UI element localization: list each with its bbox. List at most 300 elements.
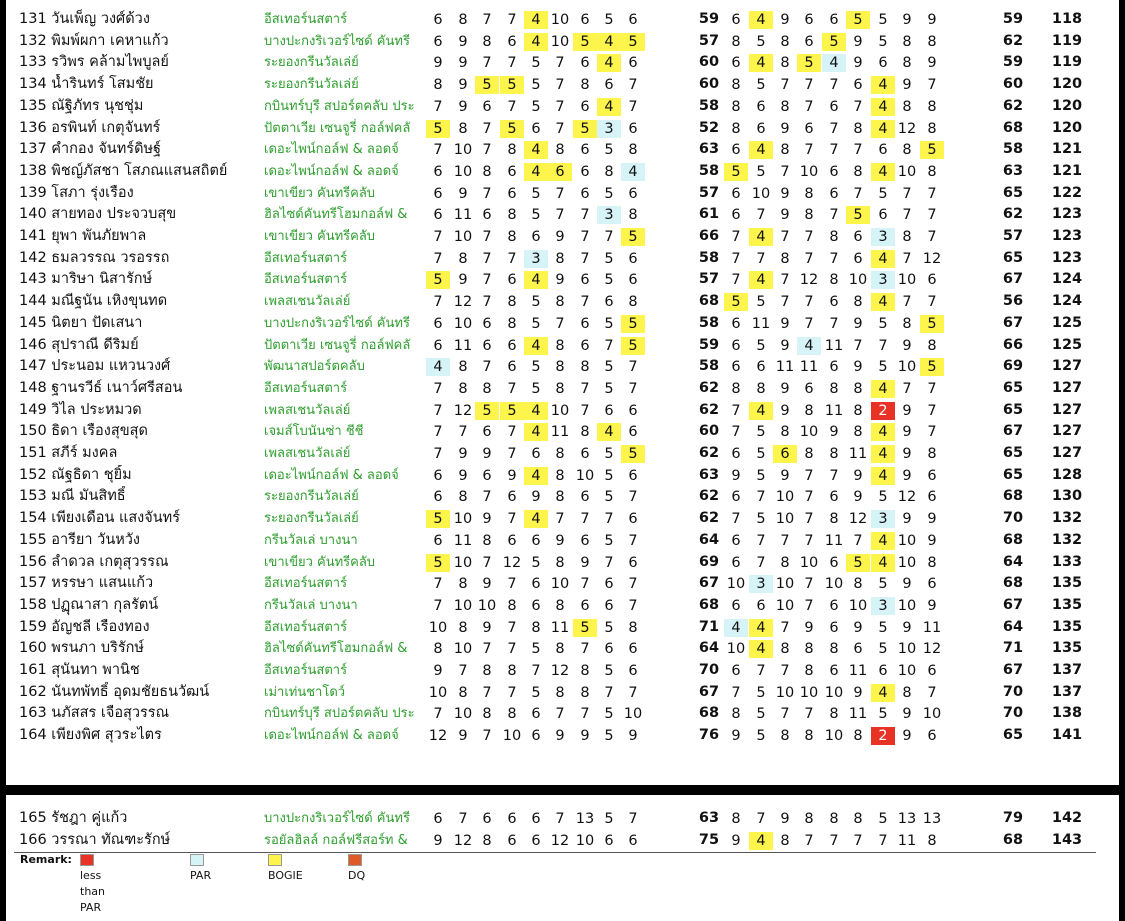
hole-score: 7: [804, 250, 814, 267]
hole-score: 10: [848, 597, 868, 614]
player-fullname: นิตยา ปัดเสนา: [51, 314, 143, 331]
club-name: เดอะไพน์กอล์ฟ & ลอดจ์: [264, 728, 399, 744]
hole-score: 7: [555, 706, 565, 723]
table-row: [6, 161, 1119, 183]
club-name: รอยัลฮิลล์ กอล์ฟรีสอร์ท &: [264, 832, 408, 848]
club-name: บางปะกงริเวอร์ไซด์ คันทรี: [264, 811, 410, 826]
hole-score: 5: [621, 33, 645, 51]
hole-score: 7: [927, 207, 937, 224]
club-name: เดอะไพน์กอล์ฟ & ลอดจ์: [264, 467, 399, 483]
player-name: [19, 530, 264, 552]
hole-score: 10: [502, 728, 522, 745]
hole-score: 10: [799, 163, 819, 180]
hole-score: 6: [731, 142, 741, 159]
hole-score: 7: [507, 446, 517, 462]
legend-swatch: [80, 854, 94, 866]
gross-total: 119: [1051, 32, 1083, 49]
hole-score: 6: [756, 98, 766, 115]
hole-score: 10: [550, 576, 570, 593]
in-total: 67: [1002, 423, 1024, 440]
out-total: 63: [698, 810, 720, 826]
hole-score: 6: [580, 272, 590, 289]
gross-total: 120: [1051, 119, 1083, 136]
hole-score: 9: [927, 55, 937, 72]
hole-score: 7: [555, 315, 565, 332]
hole-score: 6: [580, 55, 590, 72]
hole-score: 13: [897, 811, 917, 827]
hole-score: 8: [555, 337, 565, 354]
gross-total: 130: [1051, 488, 1083, 505]
table-row: [6, 617, 1119, 639]
player-number: 142: [19, 249, 47, 266]
hole-score: 4: [524, 163, 548, 181]
hole-score: 6: [482, 337, 492, 354]
hole-score: 4: [871, 380, 895, 398]
hole-score: 9: [458, 33, 468, 50]
hole-score: 7: [482, 55, 492, 72]
hole-score: 7: [458, 811, 468, 827]
hole-score: 8: [458, 250, 468, 267]
hole-score: 7: [927, 77, 937, 94]
hole-score: 6: [507, 489, 517, 506]
out-total: 58: [698, 249, 720, 266]
gross-total: 119: [1051, 54, 1083, 71]
hole-score: 7: [804, 832, 814, 849]
hole-score: 8: [902, 315, 912, 332]
in-total: 62: [1002, 32, 1024, 49]
legend-item: [348, 852, 366, 884]
hole-score: 9: [780, 120, 790, 137]
player-number: 150: [19, 423, 47, 440]
hole-score: 7: [433, 424, 443, 441]
hole-score: 4: [749, 402, 773, 420]
out-total: 68: [698, 705, 720, 722]
hole-score: 10: [775, 576, 795, 593]
table-row: [6, 74, 1119, 96]
hole-score: 9: [902, 619, 912, 636]
hole-score: 6: [628, 272, 638, 289]
hole-score: 5: [531, 98, 541, 115]
player-fullname: มณีฐนัน เหิงขุนทด: [51, 293, 168, 310]
in-total: 63: [1002, 162, 1024, 179]
player-fullname: วิไล ประหมวด: [51, 401, 142, 418]
hole-score: 7: [482, 294, 492, 311]
hole-score: 5: [531, 684, 541, 701]
hole-score: 9: [902, 446, 912, 462]
player-fullname: ฐานรวีธ์ เนาว์ศรีสอน: [51, 379, 183, 396]
in-total: 65: [1002, 379, 1024, 396]
in-total: 68: [1002, 488, 1024, 505]
hole-score: 8: [580, 684, 590, 701]
hole-score: 8: [507, 142, 517, 159]
hole-score: 10: [453, 554, 473, 571]
hole-score: 4: [749, 54, 773, 72]
player-fullname: ธิดา เรืองสุขสุด: [51, 423, 148, 440]
hole-score: 7: [433, 294, 443, 311]
hole-score: 4: [749, 271, 773, 289]
hole-score: 7: [433, 98, 443, 115]
hole-score: 9: [458, 98, 468, 115]
hole-score: 13: [575, 811, 595, 827]
hole-score: 9: [580, 728, 590, 745]
hole-score: 6: [531, 446, 541, 462]
hole-score: 6: [853, 641, 863, 658]
hole-score: 5: [756, 163, 766, 180]
hole-score: 10: [897, 532, 917, 549]
hole-score: 6: [829, 98, 839, 115]
in-total: 70: [1002, 510, 1024, 527]
club-name: เขาเขียว คันทรีคลับ: [264, 185, 376, 201]
player-number: 146: [19, 336, 47, 353]
player-name: [19, 183, 264, 205]
hole-score: 7: [507, 250, 517, 267]
hole-score: 6: [433, 207, 443, 224]
hole-score: 4: [597, 423, 621, 441]
table-row: [6, 725, 1119, 747]
hole-score: 7: [482, 728, 492, 745]
table-row: [6, 31, 1119, 53]
out-total: 63: [698, 466, 720, 483]
club-name: เจมส์โบนันซ่า ชีชี: [264, 424, 364, 440]
hole-score: 8: [580, 663, 590, 679]
hole-score: 7: [604, 229, 614, 245]
hole-score: 6: [604, 402, 614, 419]
gross-total: 121: [1051, 162, 1083, 179]
gross-total: 127: [1051, 379, 1083, 396]
player-name: [19, 552, 264, 574]
player-number: 138: [19, 162, 47, 179]
hole-score: 8: [507, 207, 517, 224]
hole-score: 10: [775, 597, 795, 614]
hole-score: 8: [555, 294, 565, 311]
hole-score: 7: [507, 380, 517, 397]
hole-score: 4: [871, 532, 895, 550]
in-total: 57: [1002, 228, 1024, 244]
club-name: กบินทร์บุรี สปอร์ตคลับ ประ: [264, 98, 415, 114]
hole-score: 7: [756, 663, 766, 679]
hole-score: 10: [775, 511, 795, 528]
hole-score: 7: [482, 489, 492, 506]
hole-score: 9: [853, 619, 863, 636]
player-fullname: ประนอม แหวนวงศ์: [51, 358, 171, 375]
player-name: [19, 313, 264, 335]
hole-score: 9: [780, 207, 790, 224]
hole-score: 12: [428, 728, 448, 745]
hole-score: 5: [878, 489, 888, 506]
hole-score: 8: [482, 33, 492, 50]
hole-score: 5: [531, 380, 541, 397]
hole-score: 7: [628, 380, 638, 397]
hole-score: 6: [878, 663, 888, 679]
player-number: 144: [19, 293, 47, 310]
hole-score: 5: [878, 641, 888, 658]
hole-score: 7: [507, 55, 517, 72]
hole-score: 5: [531, 207, 541, 224]
in-total: 79: [1002, 810, 1024, 826]
hole-score: 6: [927, 272, 937, 289]
hole-score: 8: [780, 424, 790, 441]
hole-score: 7: [927, 402, 937, 419]
out-total: 64: [698, 640, 720, 657]
hole-score: 7: [780, 272, 790, 289]
player-name: [19, 248, 264, 270]
gross-total: 135: [1051, 618, 1083, 635]
hole-score: 7: [853, 142, 863, 159]
table-row: [6, 465, 1119, 487]
club-name: อีสเทอร์นสตาร์: [264, 380, 348, 396]
hole-score: 7: [756, 489, 766, 506]
legend-swatch: [268, 854, 282, 866]
hole-score: 8: [555, 641, 565, 658]
player-fullname: นภัสสร เจือสุวรรณ: [51, 705, 170, 722]
club-name: ฮิลไซด์คันทรีโฮมกอล์ฟ &: [264, 207, 408, 223]
table-row: [6, 378, 1119, 400]
club-name: ปัตตาเวีย เซนจูรี่ กอล์ฟคลั: [264, 337, 411, 353]
hole-score: 11: [550, 424, 570, 441]
hole-score: 7: [780, 663, 790, 679]
hole-score: 6: [628, 511, 638, 528]
hole-score: 10: [751, 185, 771, 202]
hole-score: 8: [507, 663, 517, 679]
out-total: 70: [698, 662, 720, 678]
hole-score: 9: [853, 315, 863, 332]
hole-score: 7: [853, 337, 863, 354]
legend-label: less than PAR: [80, 869, 105, 914]
hole-score: 6: [507, 532, 517, 549]
hole-score: 7: [507, 684, 517, 701]
hole-score: 10: [477, 597, 497, 614]
gross-total: 132: [1051, 531, 1083, 548]
hole-score: 6: [604, 576, 614, 593]
out-total: 52: [698, 119, 720, 136]
hole-score: 6: [507, 337, 517, 354]
hole-score: 6: [804, 12, 814, 28]
hole-score: 5: [756, 33, 766, 50]
hole-score: 7: [604, 684, 614, 701]
hole-score: 9: [458, 272, 468, 289]
hole-score: 10: [824, 728, 844, 745]
legend-item: [268, 852, 303, 884]
hole-score: 10: [799, 554, 819, 571]
hole-score: 7: [531, 663, 541, 679]
hole-score: 8: [580, 424, 590, 441]
hole-score: 9: [902, 77, 912, 94]
hole-score: 11: [897, 832, 917, 849]
hole-score: 8: [829, 706, 839, 723]
hole-score: 4: [597, 54, 621, 72]
hole-score: 5: [531, 185, 541, 202]
hole-score: 6: [433, 532, 443, 549]
hole-score: 7: [458, 424, 468, 441]
hole-score: 5: [531, 641, 541, 658]
hole-score: 4: [524, 510, 548, 528]
hole-score: 11: [550, 619, 570, 636]
hole-score: 9: [780, 380, 790, 397]
club-name: เดอะไพน์กอล์ฟ & ลอดจ์: [264, 142, 399, 158]
hole-score: 6: [731, 185, 741, 202]
hole-score: 10: [824, 576, 844, 593]
hole-score: 8: [804, 446, 814, 462]
hole-score: 11: [824, 337, 844, 354]
out-total: 62: [698, 488, 720, 505]
hole-score: 5: [621, 445, 645, 463]
hole-score: 12: [897, 489, 917, 506]
player-number: 143: [19, 271, 47, 288]
hole-score: 8: [555, 597, 565, 614]
hole-score: 5: [920, 358, 944, 376]
hole-score: 10: [550, 12, 570, 28]
gross-total: 118: [1051, 11, 1083, 27]
player-number: 166: [19, 831, 47, 848]
table-row: [6, 530, 1119, 552]
table-row: [6, 9, 1119, 31]
hole-score: 6: [531, 229, 541, 245]
hole-score: 8: [804, 402, 814, 419]
hole-score: 5: [604, 467, 614, 484]
player-name: [19, 96, 264, 118]
hole-score: 9: [853, 684, 863, 701]
hole-score: 11: [453, 532, 473, 549]
hole-score: 9: [482, 511, 492, 528]
player-name: [19, 9, 264, 31]
gross-total: 137: [1051, 683, 1083, 700]
hole-score: 11: [751, 315, 771, 332]
hole-score: 4: [524, 337, 548, 355]
hole-score: 8: [580, 359, 590, 376]
hole-score: 9: [927, 12, 937, 28]
out-total: 62: [698, 510, 720, 527]
out-total: 68: [698, 596, 720, 613]
hole-score: 7: [731, 402, 741, 419]
hole-score: 8: [829, 446, 839, 462]
table-row: [6, 204, 1119, 226]
hole-score: 6: [482, 315, 492, 332]
hole-score: 11: [453, 207, 473, 224]
hole-score: 9: [927, 532, 937, 549]
hole-score: 7: [756, 207, 766, 224]
gross-total: 127: [1051, 358, 1083, 375]
hole-score: 4: [749, 640, 773, 658]
hole-score: 5: [724, 293, 748, 311]
hole-score: 7: [482, 554, 492, 571]
out-total: 68: [698, 293, 720, 310]
gross-total: 123: [1051, 206, 1083, 223]
hole-score: 6: [829, 294, 839, 311]
hole-score: 7: [580, 207, 590, 224]
hole-score: 7: [804, 142, 814, 159]
hole-score: 5: [878, 706, 888, 723]
hole-score: 8: [604, 163, 614, 180]
hole-score: 8: [555, 554, 565, 571]
hole-score: 7: [433, 402, 443, 419]
table-row: [6, 830, 1119, 852]
in-total: 59: [1002, 11, 1024, 27]
player-fullname: โสภา รุ่งเรือง: [51, 184, 134, 201]
hole-score: 5: [604, 811, 614, 827]
hole-score: 10: [453, 142, 473, 159]
hole-score: 8: [507, 315, 517, 332]
hole-score: 5: [724, 163, 748, 181]
out-total: 71: [698, 618, 720, 635]
gross-total: 135: [1051, 575, 1083, 592]
hole-score: 8: [482, 706, 492, 723]
hole-score: 12: [453, 402, 473, 419]
hole-score: 5: [878, 33, 888, 50]
in-total: 62: [1002, 206, 1024, 223]
hole-score: 4: [621, 163, 645, 181]
hole-score: 10: [428, 619, 448, 636]
out-total: 61: [698, 206, 720, 223]
hole-score: 9: [780, 315, 790, 332]
hole-score: 8: [780, 250, 790, 267]
hole-score: 9: [853, 55, 863, 72]
hole-score: 6: [628, 554, 638, 571]
out-total: 59: [698, 11, 720, 27]
hole-score: 8: [780, 55, 790, 72]
player-number: 133: [19, 54, 47, 71]
hole-score: 6: [433, 33, 443, 50]
hole-score: 7: [804, 706, 814, 723]
hole-score: 7: [927, 424, 937, 441]
hole-score: 4: [524, 467, 548, 485]
hole-score: 8: [458, 576, 468, 593]
hole-score: 7: [507, 511, 517, 528]
hole-score: 10: [922, 706, 942, 723]
hole-score: 8: [433, 641, 443, 658]
hole-score: 5: [500, 120, 524, 138]
hole-score: 7: [829, 142, 839, 159]
player-number: 147: [19, 358, 47, 375]
player-number: 137: [19, 141, 47, 158]
player-fullname: ลำดวล เกตุสุวรรณ: [51, 553, 169, 570]
table-row: [6, 139, 1119, 161]
in-total: 65: [1002, 445, 1024, 461]
player-fullname: เพียงพิศ สุวระไตร: [51, 727, 162, 744]
hole-score: 10: [428, 684, 448, 701]
hole-score: 10: [799, 684, 819, 701]
hole-score: 9: [731, 832, 741, 849]
hole-score: 5: [573, 619, 597, 637]
hole-score: 8: [628, 142, 638, 159]
player-fullname: วันเพ็ญ วงศ์ด้วง: [51, 11, 150, 27]
in-total: 68: [1002, 575, 1024, 592]
player-fullname: อารียา วันหวัง: [51, 531, 141, 548]
hole-score: 3: [749, 575, 773, 593]
player-name: [19, 226, 264, 248]
player-name: [19, 573, 264, 595]
hole-score: 9: [902, 706, 912, 723]
table-row: [6, 486, 1119, 508]
player-number: 139: [19, 184, 47, 201]
hole-score: 7: [804, 77, 814, 94]
player-number: 159: [19, 618, 47, 635]
hole-score: 6: [878, 142, 888, 159]
hole-score: 7: [507, 98, 517, 115]
out-total: 62: [698, 401, 720, 418]
hole-score: 9: [829, 424, 839, 441]
hole-score: 7: [433, 250, 443, 267]
hole-score: 8: [804, 207, 814, 224]
hole-score: 7: [780, 532, 790, 549]
in-total: 65: [1002, 184, 1024, 201]
hole-score: 5: [426, 510, 450, 528]
hole-score: 7: [804, 229, 814, 245]
hole-score: 9: [433, 832, 443, 849]
hole-score: 11: [824, 532, 844, 549]
hole-score: 6: [628, 55, 638, 72]
hole-score: 8: [853, 424, 863, 441]
club-name: อีสเทอร์นสตาร์: [264, 12, 348, 27]
